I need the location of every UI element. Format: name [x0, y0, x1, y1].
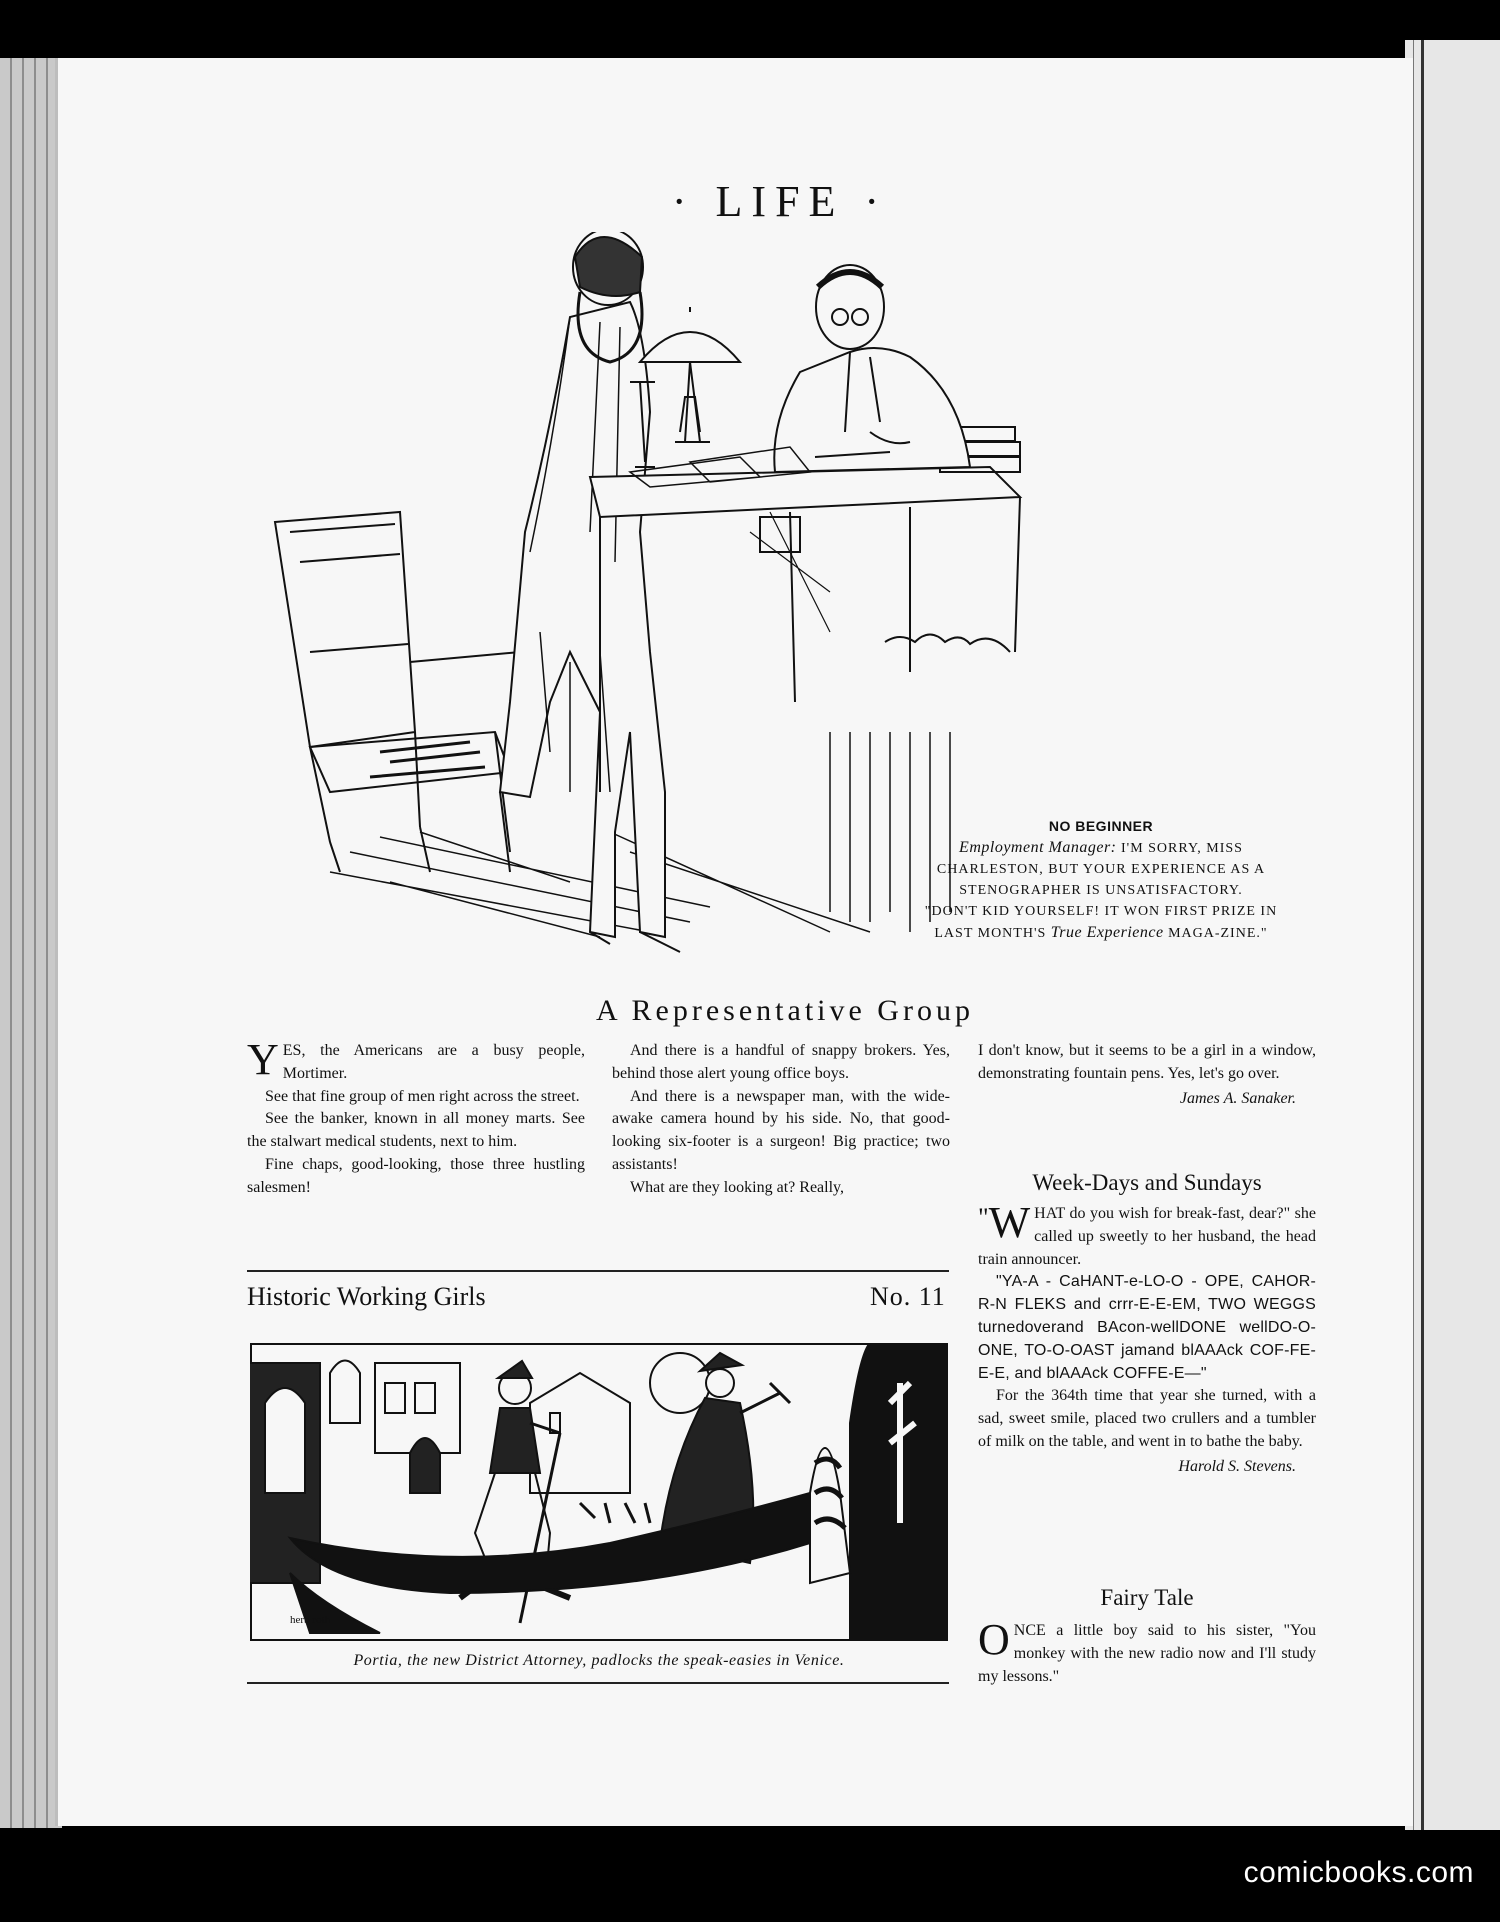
- article-column-1: [247, 1035, 585, 1200]
- desk-lamp: [640, 307, 740, 442]
- cartoon-caption: [915, 816, 1287, 944]
- drop-cap: O: [978, 1615, 1010, 1664]
- article-author: James A. Sanaker.: [1179, 1089, 1296, 1107]
- divider: [247, 1682, 949, 1684]
- fairy-tale-text: NCE a little boy said to his sister, "You monkey with the new radio now and I'll study my lessons.": [978, 1622, 1316, 1685]
- masthead: · LIFE ·: [671, 177, 889, 226]
- caption-reply: "DON'T KID YOURSELF! IT WON FIRST PRIZE IN LAST MONTH'S: [924, 904, 1278, 941]
- article-paragraph: And there is a newspaper man, with the wide-awake camera hound by his side. No, that good-looking six-footer is a surgeon! Big practice; two assistants!: [612, 1087, 950, 1173]
- fairy-tale-column: [978, 1615, 1316, 1688]
- article-paragraph: And there is a handful of snappy brokers. Yes, behind those alert young office boys.: [612, 1042, 950, 1082]
- man-figure: [774, 265, 970, 472]
- series-artist-signature: herb roth: [290, 1614, 331, 1626]
- weekdays-paragraph: For the 364th time that year she turned, with a sad, sweet smile, placed two crullers and a tumbler of milk on the table, and went in to bathe the baby.: [978, 1387, 1316, 1450]
- quote-mark: ": [978, 1203, 989, 1232]
- article-paragraph: See that fine group of men right across the street.: [265, 1087, 580, 1105]
- series-title: Historic Working Girls: [247, 1282, 486, 1311]
- article-paragraph: I don't know, but it seems to be a girl in a window, demonstrating fountain pens. Yes, let's go over.: [978, 1042, 1316, 1082]
- series-caption: Portia, the new District Attorney, padlocks the speak-easies in Venice.: [353, 1652, 845, 1669]
- weekdays-author: Harold S. Stevens.: [1178, 1457, 1296, 1475]
- caption-reply-end: MAGA-ZINE.": [1168, 926, 1268, 941]
- article-column-2: [612, 1040, 950, 1200]
- fairy-tale-title: Fairy Tale: [1100, 1585, 1194, 1610]
- caption-line: I'M SORRY, MISS CHARLESTON, BUT YOUR EXPERIENCE AS A STENOGRAPHER IS UNSATISFACTORY.: [936, 841, 1266, 898]
- weekdays-paragraph: "YA-A - CaHANT-e-LO-O - OPE, CAHOR-R-N FLEKS and crrr-E-E-EM, TWO WEGGS turnedoverand BAcon-wellDONE wellDO-O-ONE, TO-O-OAST jamand blAAAck COF-FE-E-E, and blAAAck COFFE-E—": [978, 1273, 1316, 1382]
- drop-cap: Y: [247, 1035, 279, 1084]
- artist-signature: [885, 635, 1010, 653]
- weekdays-column: [978, 1198, 1316, 1479]
- watermark: comicbooks.com: [1243, 1856, 1474, 1889]
- article-paragraph: What are they looking at? Really,: [630, 1178, 844, 1196]
- series-comic-illustration: [250, 1343, 948, 1641]
- caption-speaker: Employment Manager:: [959, 839, 1117, 856]
- article-paragraph: Fine chaps, good-looking, those three hustling salesmen!: [247, 1155, 585, 1196]
- divider: [247, 1270, 949, 1272]
- page-edges: [0, 58, 62, 1828]
- caption-title: NO BEGINNER: [1048, 818, 1154, 834]
- chair: [275, 512, 520, 872]
- drop-cap: W: [988, 1198, 1031, 1247]
- caption-magazine-name: True Experience: [1050, 924, 1164, 941]
- article-title: A Representative Group: [596, 994, 974, 1027]
- facing-page-edge: [1405, 40, 1500, 1830]
- woman-figure: [500, 232, 680, 952]
- article-paragraph: See the banker, known in all money marts. See the stalwart medical students, next to him.: [247, 1110, 585, 1151]
- weekdays-title: Week-Days and Sundays: [1032, 1170, 1262, 1195]
- weekdays-paragraph: HAT do you wish for break-fast, dear?" she called up sweetly to her husband, the head train announcer.: [978, 1205, 1316, 1268]
- article-column-3: [978, 1040, 1316, 1110]
- series-number: No. 11: [870, 1282, 946, 1311]
- article-paragraph: ES, the Americans are a busy people, Mortimer.: [282, 1042, 585, 1082]
